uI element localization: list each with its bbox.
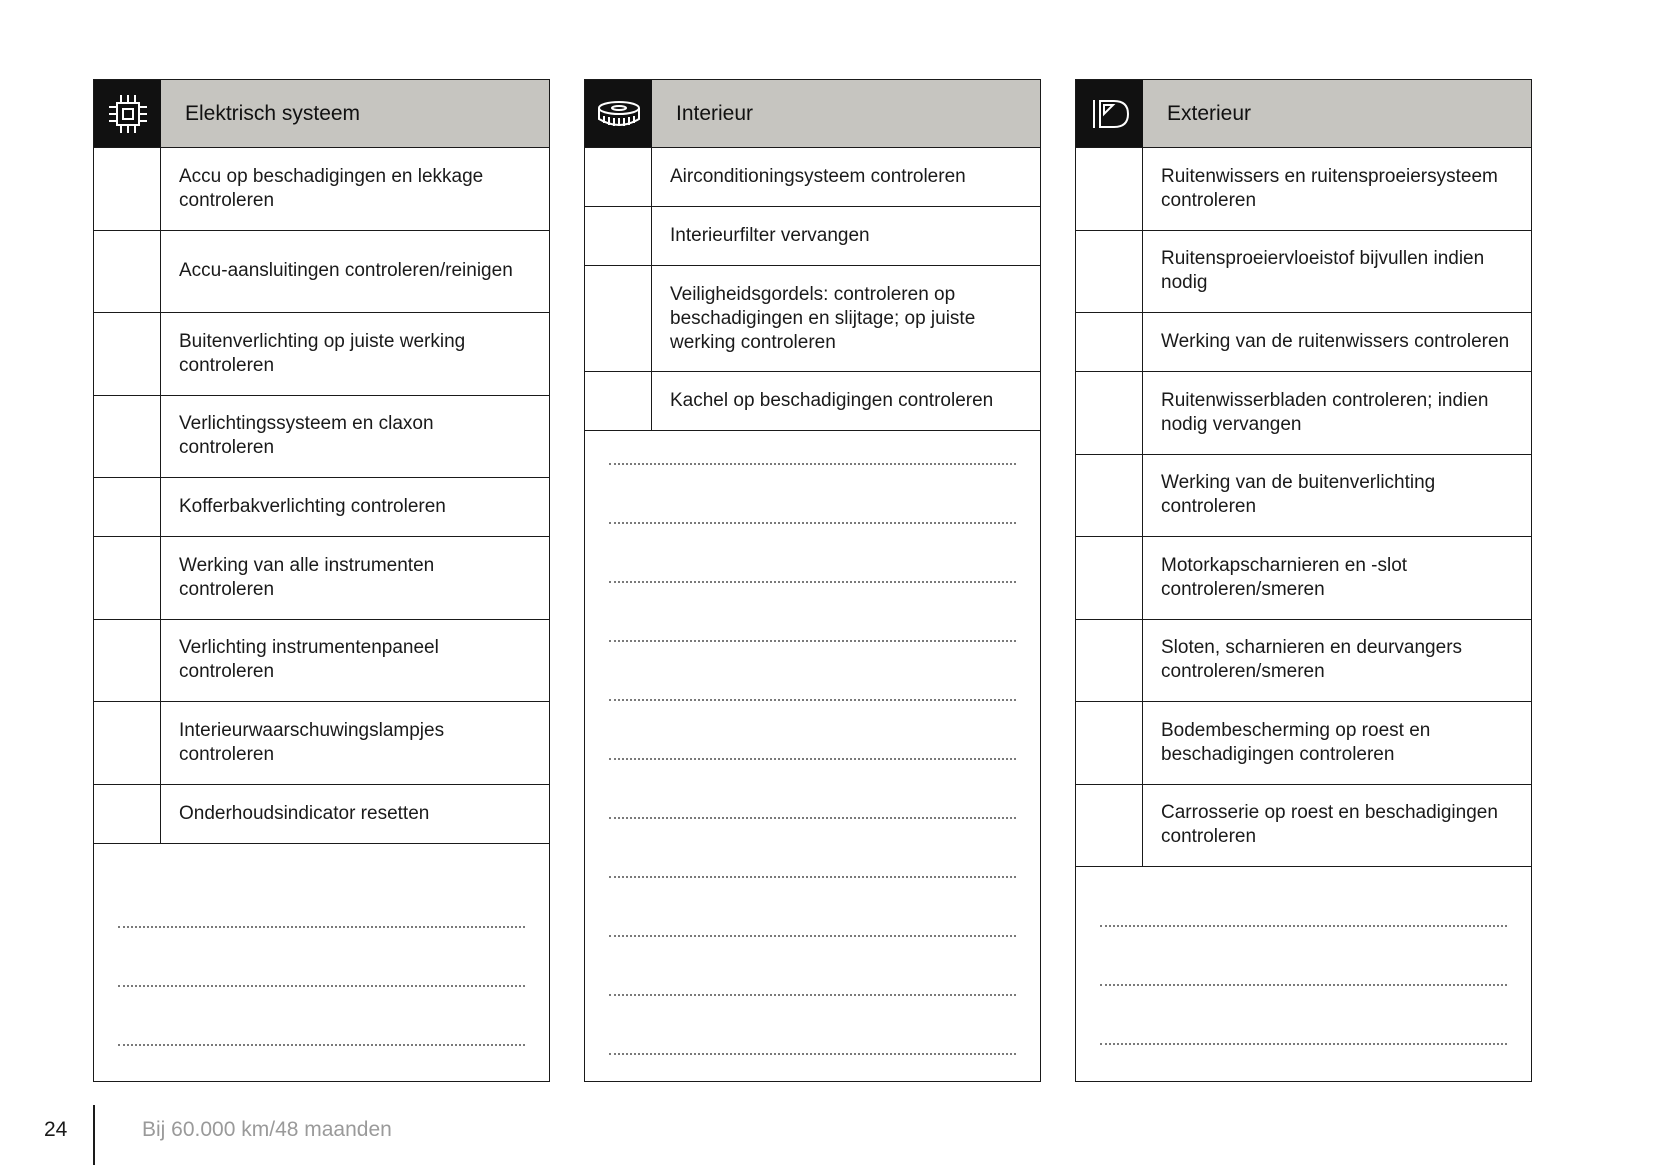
notes-area[interactable] — [94, 926, 549, 1046]
checkbox[interactable] — [1076, 702, 1143, 784]
note-line[interactable] — [1100, 984, 1507, 986]
panel-title: Exterieur — [1143, 80, 1531, 147]
note-line[interactable] — [609, 640, 1016, 642]
task-label: Interieurfilter vervangen — [670, 225, 870, 246]
panel-title: Elektrisch systeem — [161, 80, 549, 147]
checklist-panel-interieur — [584, 79, 1041, 1082]
checklist-row — [585, 207, 1040, 266]
note-line[interactable] — [609, 994, 1016, 996]
checkbox[interactable] — [94, 785, 161, 843]
panel-header — [585, 80, 1040, 148]
note-line[interactable] — [609, 758, 1016, 760]
note-line[interactable] — [609, 463, 1016, 465]
task-label: Kofferbakverlichting controleren — [179, 496, 446, 517]
checklist-row — [1076, 231, 1531, 314]
task-label: Werking van alle instrumenten controleren — [179, 554, 435, 600]
checkbox[interactable] — [94, 148, 161, 230]
task-label: Interieurwaarschuwingslampjes controleren — [179, 719, 445, 765]
checklist-row — [585, 372, 1040, 431]
footer-divider — [93, 1105, 95, 1165]
task-label: Accu op beschadigingen en lekkage controleren — [179, 165, 484, 211]
task-label: Sloten, scharnieren en deurvangers controleren/smeren — [1161, 637, 1463, 683]
checklist-row — [585, 148, 1040, 207]
checkbox[interactable] — [1076, 620, 1143, 702]
checkbox[interactable] — [585, 372, 652, 430]
checklist-row — [94, 702, 549, 785]
task-label: Ruitenwisserbladen controleren; indien nodig vervangen — [1161, 389, 1489, 435]
checklist-row — [94, 785, 549, 844]
checkbox[interactable] — [1076, 372, 1143, 454]
task-label: Buitenverlichting op juiste werking controleren — [179, 330, 466, 376]
checkbox[interactable] — [1076, 313, 1143, 371]
note-line[interactable] — [609, 699, 1016, 701]
checklist — [94, 148, 549, 844]
checklist-panel-elektrisch — [93, 79, 550, 1082]
notes-area[interactable] — [585, 463, 1040, 1055]
checklist-row — [1076, 313, 1531, 372]
checklist-row — [94, 620, 549, 703]
note-line[interactable] — [609, 876, 1016, 878]
task-label: Verlichtingssysteem en claxon controleren — [179, 413, 434, 459]
checkbox[interactable] — [94, 231, 161, 313]
task-label: Kachel op beschadigingen controleren — [670, 390, 994, 411]
checklist-row — [1076, 455, 1531, 538]
checklist-row — [1076, 148, 1531, 231]
note-line[interactable] — [1100, 1043, 1507, 1045]
checklist-row — [1076, 620, 1531, 703]
task-label: Ruitenwissers en ruitensproeiersysteem controleren — [1161, 165, 1498, 211]
checklist-row — [585, 266, 1040, 372]
checklist-row — [94, 231, 549, 314]
checklist-row — [94, 148, 549, 231]
checklist-row — [1076, 785, 1531, 868]
checklist — [1076, 148, 1531, 867]
note-line[interactable] — [609, 1053, 1016, 1055]
task-label: Veiligheidsgordels: controleren op beschadigingen en slijtage; op juiste werking controleren — [670, 283, 976, 353]
checkbox[interactable] — [94, 478, 161, 536]
page-number: 24 — [44, 1118, 68, 1141]
checklist-row — [94, 537, 549, 620]
note-line[interactable] — [1100, 925, 1507, 927]
task-label: Bodembescherming op roest en beschadigingen controleren — [1161, 719, 1431, 765]
panel-header — [1076, 80, 1531, 148]
cabin-filter-icon — [585, 80, 652, 147]
task-label: Onderhoudsindicator resetten — [179, 802, 430, 824]
note-line[interactable] — [118, 926, 525, 928]
checkbox[interactable] — [1076, 231, 1143, 313]
task-label: Werking van de ruitenwissers controleren — [1161, 331, 1510, 352]
checklist-row — [1076, 537, 1531, 620]
checkbox[interactable] — [94, 396, 161, 478]
chip-icon — [94, 80, 161, 147]
task-label: Werking van de buitenverlichting controleren — [1161, 472, 1436, 518]
checkbox[interactable] — [94, 620, 161, 702]
checkbox[interactable] — [94, 537, 161, 619]
checklist-row — [1076, 372, 1531, 455]
checklist — [585, 148, 1040, 431]
note-line[interactable] — [118, 1044, 525, 1046]
checklist-row — [1076, 702, 1531, 785]
checklist-panel-exterieur — [1075, 79, 1532, 1082]
task-label: Ruitensproeiervloeistof bijvullen indien nodig — [1161, 248, 1485, 294]
checkbox[interactable] — [94, 702, 161, 784]
note-line[interactable] — [118, 985, 525, 987]
checkbox[interactable] — [585, 266, 652, 371]
task-label: Motorkapscharnieren en -slot controleren/smeren — [1161, 554, 1408, 600]
checkbox[interactable] — [1076, 455, 1143, 537]
note-line[interactable] — [609, 817, 1016, 819]
checklist-row — [94, 313, 549, 396]
checkbox[interactable] — [1076, 148, 1143, 230]
notes-area[interactable] — [1076, 925, 1531, 1045]
note-line[interactable] — [609, 522, 1016, 524]
footer-section-label: Bij 60.000 km/48 maanden — [142, 1118, 392, 1141]
checklist-row — [94, 396, 549, 479]
note-line[interactable] — [609, 935, 1016, 937]
checklist-row — [94, 478, 549, 537]
checkbox[interactable] — [585, 148, 652, 206]
note-line[interactable] — [609, 581, 1016, 583]
checkbox[interactable] — [1076, 537, 1143, 619]
checkbox[interactable] — [1076, 785, 1143, 867]
panel-title: Interieur — [652, 80, 1040, 147]
task-label: Carrosserie op roest en beschadigingen controleren — [1161, 802, 1498, 848]
checkbox[interactable] — [585, 207, 652, 265]
checkbox[interactable] — [94, 313, 161, 395]
panel-header — [94, 80, 549, 148]
task-label: Verlichting instrumentenpaneel controleren — [179, 637, 439, 683]
task-label: Accu-aansluitingen controleren/reinigen — [179, 260, 513, 282]
task-label: Airconditioningsysteem controleren — [670, 166, 966, 187]
headlight-icon — [1076, 80, 1143, 147]
